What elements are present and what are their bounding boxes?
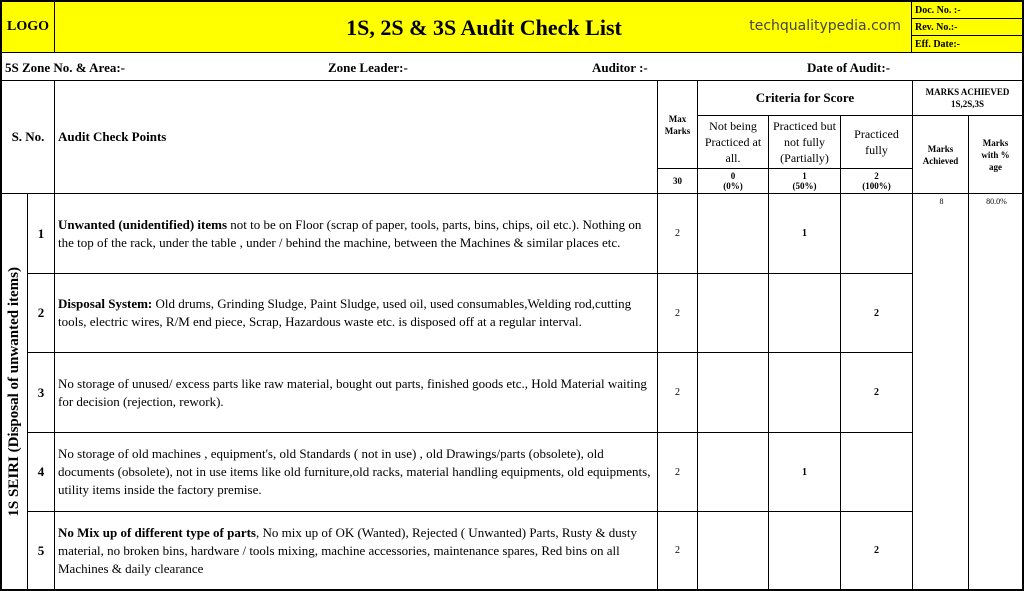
- col-header-sno: [1, 80, 55, 194]
- row-checkpoint-bold: No Mix up of different type of parts: [58, 524, 256, 540]
- row-checkpoint: [54, 511, 658, 590]
- row-checkpoint-text: No Mix up of different type of parts, No mix up of OK (Wanted), Rejected ( Unwanted) Parts, Rusty & dusty material, no broken bins, hardware / tools mixing, machine accessories, maintenance spares, Red bins on all Machines & daily clearance: [58, 524, 637, 576]
- col-header-criteria: [697, 80, 913, 116]
- row-max-marks: 2: [657, 352, 698, 433]
- row-checkpoint: [54, 352, 658, 433]
- score-2-pct: (100%): [862, 181, 891, 191]
- section-marks-value: 8: [939, 197, 944, 206]
- row-checkpoint-bold: Unwanted (unidentified) items: [58, 216, 228, 232]
- doc-no-label: Doc. No. :-: [915, 4, 961, 16]
- zone-leader-label: Zone Leader:-: [328, 60, 408, 75]
- row-score-partial: 1: [768, 432, 841, 512]
- col-header-checkpoints: [54, 80, 658, 194]
- section-label-cell: [1, 193, 28, 590]
- col-header-marks-pct: [968, 115, 1023, 194]
- logo-text: LOGO: [6, 19, 49, 34]
- row-checkpoint: [54, 193, 658, 274]
- criteria-label: Criteria for Score: [755, 90, 855, 105]
- row-score-not-practiced: [697, 432, 769, 512]
- col-header-not-practiced: [697, 115, 769, 169]
- eff-date-cell: [911, 35, 1023, 53]
- row-number: 1: [27, 193, 55, 274]
- col-header-partial: [768, 115, 841, 169]
- row-number: 5: [27, 511, 55, 590]
- row-number: 4: [27, 432, 55, 512]
- score-1-pct: (50%): [792, 181, 817, 191]
- section-pct-value: 80.0%: [986, 197, 1007, 206]
- col-header-fully: [840, 115, 913, 169]
- row-checkpoint: [54, 432, 658, 512]
- row-score-not-practiced: [697, 511, 769, 590]
- row-score-partial: 1: [768, 193, 841, 274]
- marks-pct-label: Marks with % age: [981, 137, 1010, 172]
- page-title: 1S, 2S & 3S Audit Check List: [346, 15, 622, 40]
- row-score-fully: [840, 432, 913, 512]
- logo-cell: [1, 1, 55, 53]
- row-score-partial: [768, 511, 841, 590]
- col-header-max-marks: [657, 80, 698, 169]
- eff-date-label: Eff. Date:-: [915, 38, 960, 50]
- row-score-not-practiced: [697, 352, 769, 433]
- fully-label: Practiced fully: [854, 127, 899, 157]
- row-score-not-practiced: [697, 273, 769, 353]
- col-header-max-total: [657, 168, 698, 194]
- zone-label: 5S Zone No. & Area:-: [5, 60, 126, 75]
- row-checkpoint: [54, 273, 658, 353]
- row-score-fully: 2: [840, 273, 913, 353]
- section-pct-cell: [968, 193, 1023, 590]
- col-checkpoints-label: Audit Check Points: [58, 129, 167, 144]
- row-checkpoint-text: Disposal System: Old drums, Grinding Sludge, Paint Sludge, used oil, used consumables,Welding rod,cutting tools, electric wires, R/M end piece, Scrap, Hazardous waste etc. is disposed off at a regular interval.: [58, 296, 632, 329]
- score-0-value: 0: [730, 171, 736, 181]
- row-number: 2: [27, 273, 55, 353]
- row-checkpoint-text: No storage of old machines , equipment's, old Standards ( not in use) , old Drawings/parts (obsolete), old documents (obsolete), not in use items like old furniture,old racks, material handling equipments, old equipments, utility items inside the factory premise.: [58, 446, 651, 497]
- row-score-fully: 2: [840, 511, 913, 590]
- title-cell: [54, 1, 912, 53]
- rev-no-cell: [911, 18, 1023, 36]
- row-score-partial: [768, 352, 841, 433]
- site-watermark: techqualitypedia.com: [749, 18, 901, 34]
- row-max-marks: 2: [657, 193, 698, 274]
- doc-no-cell: [911, 1, 1023, 19]
- score-1-value: 1: [802, 171, 807, 181]
- row-number: 3: [27, 352, 55, 433]
- row-max-marks: 2: [657, 511, 698, 590]
- partial-label: Practiced but not fully (Partially): [773, 119, 836, 165]
- score-2-cell: [840, 168, 913, 194]
- score-0-pct: (0%): [723, 181, 743, 191]
- row-max-marks: 2: [657, 273, 698, 353]
- row-score-fully: 2: [840, 352, 913, 433]
- rev-no-label: Rev. No.:-: [915, 21, 958, 33]
- col-header-marks-achieved: [912, 115, 969, 194]
- section-label: 1S SEIRI (Disposal of unwanted items): [6, 266, 22, 517]
- score-1-cell: [768, 168, 841, 194]
- col-sno-label: S. No.: [11, 129, 45, 144]
- col-max-marks-label: Max Marks: [664, 113, 691, 136]
- audit-date-label: Date of Audit:-: [807, 60, 891, 75]
- row-score-fully: [840, 193, 913, 274]
- section-marks-cell: [912, 193, 969, 590]
- not-practiced-label: Not being Practiced at all.: [704, 119, 762, 165]
- score-0-cell: [697, 168, 769, 194]
- marks-group-label: MARKS ACHIEVED 1S,2S,3S: [925, 87, 1010, 109]
- row-score-not-practiced: [697, 193, 769, 274]
- row-checkpoint-text: Unwanted (unidentified) items not to be on Floor (scrap of paper, tools, parts, bins, chips, oil etc.). Nothing on the top of the rack, under the table , under / behind the machine, between the Machines & similar places etc.: [58, 216, 642, 250]
- row-checkpoint-bold: Disposal System:: [58, 296, 153, 311]
- info-row: [1, 52, 1023, 81]
- score-2-value: 2: [874, 171, 879, 181]
- row-score-partial: [768, 273, 841, 353]
- row-max-marks: 2: [657, 432, 698, 512]
- col-header-marks-group: [912, 80, 1023, 116]
- auditor-label: Auditor :-: [592, 60, 648, 75]
- max-total-value: 30: [673, 176, 682, 186]
- row-checkpoint-text: No storage of unused/ excess parts like raw material, bought out parts, finished goods etc., Hold Material waiting for decision (rejection, rework).: [58, 375, 647, 409]
- marks-achieved-label: Marks Achieved: [922, 143, 959, 166]
